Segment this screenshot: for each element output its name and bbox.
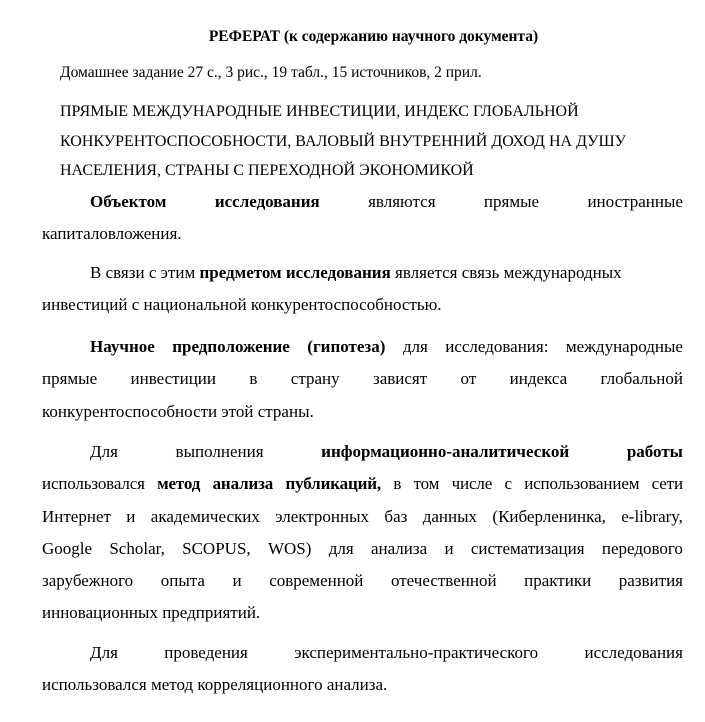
paragraph-method <box>42 436 683 630</box>
text-run: В связи с этим <box>90 263 200 282</box>
word: Объектом <box>90 192 167 211</box>
paragraph-line: инвестиций с национальной конкурентоспособностью. <box>42 295 442 315</box>
word: и <box>232 571 242 591</box>
paragraph-experiment <box>42 637 683 702</box>
word: современной <box>269 571 364 591</box>
word: Научное <box>90 337 155 356</box>
word: числе <box>451 474 493 494</box>
word: для <box>328 538 354 558</box>
word: Для <box>90 643 118 662</box>
paragraph-line: инновационных предприятий. <box>42 603 261 623</box>
paragraph-object <box>42 186 683 251</box>
paragraph-line <box>42 533 683 565</box>
keywords-block <box>60 97 670 186</box>
word: анализа <box>212 474 274 494</box>
word: и <box>126 506 136 526</box>
word: систематизация <box>470 538 585 558</box>
keywords-line: НАСЕЛЕНИЯ, СТРАНЫ С ПЕРЕХОДНОЙ ЭКОНОМИКОЙ <box>60 162 474 179</box>
word: баз <box>384 506 408 526</box>
word: проведения <box>164 643 248 662</box>
word: использованием <box>524 474 640 494</box>
word: (Киберленинка, <box>492 506 606 526</box>
paragraph-line <box>42 186 683 218</box>
paragraph-line <box>42 257 683 289</box>
word: (гипотеза) <box>307 337 386 356</box>
paragraph-line: использовался метод корреляционного анализа. <box>42 675 388 695</box>
word: от <box>460 369 477 389</box>
word: информационно-аналитической <box>321 442 570 461</box>
word: инвестиции <box>130 369 216 389</box>
paragraph-line <box>42 565 683 597</box>
word: индекса <box>509 369 568 389</box>
word: электронных <box>275 506 370 526</box>
word: том <box>413 474 440 494</box>
word: иностранные <box>587 192 683 211</box>
word: опыта <box>160 571 205 591</box>
word: работы <box>626 442 683 461</box>
word: e-library, <box>621 506 683 526</box>
word: страну <box>290 369 340 389</box>
word: с <box>504 474 512 494</box>
paragraph-line <box>42 501 683 533</box>
paragraph-line <box>42 436 683 468</box>
text-run: является связь международных <box>390 263 622 282</box>
word: глобальной <box>600 369 683 389</box>
word: являются <box>368 192 436 211</box>
word: зарубежного <box>42 571 134 591</box>
word: исследования <box>584 643 683 662</box>
word: академических <box>150 506 260 526</box>
word: SCOPUS, <box>182 538 251 558</box>
word: практики <box>524 571 592 591</box>
word: развития <box>618 571 683 591</box>
word: предположение <box>172 337 290 356</box>
paragraph-hypothesis <box>42 331 683 428</box>
word: Интернет <box>42 506 111 526</box>
word: исследования <box>214 192 320 211</box>
word: выполнения <box>175 442 264 461</box>
word: исследования: <box>445 337 549 356</box>
word: Scholar, <box>109 538 165 558</box>
paragraph-line <box>42 363 683 395</box>
word: отечественной <box>390 571 497 591</box>
document-meta: Домашнее задание 27 с., 3 рис., 19 табл., 15 источников, 2 прил. <box>60 64 482 81</box>
word: международные <box>565 337 683 356</box>
keywords-line: ПРЯМЫЕ МЕЖДУНАРОДНЫЕ ИНВЕСТИЦИИ, ИНДЕКС ГЛОБАЛЬНОЙ <box>60 103 579 120</box>
word: публикаций, <box>285 474 381 494</box>
word: в <box>393 474 402 494</box>
word: WOS) <box>267 538 312 558</box>
word: экспериментально-практического <box>294 643 539 662</box>
word: зависят <box>372 369 428 389</box>
word: передового <box>601 538 683 558</box>
document-title: РЕФЕРАТ (к содержанию научного документа) <box>208 28 539 45</box>
keywords-line: КОНКУРЕНТОСПОСОБНОСТИ, ВАЛОВЫЙ ВНУТРЕННИЙ ДОХОД НА ДУШУ <box>60 132 626 150</box>
paragraph-line <box>42 468 683 500</box>
word: для <box>402 337 428 356</box>
word: Для <box>90 442 118 461</box>
word: использовался <box>42 474 145 494</box>
word: анализа <box>370 538 428 558</box>
word: Google <box>42 538 93 558</box>
text-run-bold: предметом исследования <box>199 263 391 282</box>
word: в <box>249 369 258 389</box>
paragraph-line <box>42 331 683 363</box>
word: прямые <box>42 369 98 389</box>
word: прямые <box>483 192 540 211</box>
word: данных <box>422 506 478 526</box>
paragraph-subject <box>42 257 683 322</box>
word: метод <box>157 474 201 494</box>
paragraph-line <box>42 637 683 669</box>
word: сети <box>651 474 683 494</box>
word: и <box>444 538 454 558</box>
paragraph-line: конкурентоспособности этой страны. <box>42 401 314 421</box>
paragraph-line: капиталовложения. <box>42 224 182 244</box>
